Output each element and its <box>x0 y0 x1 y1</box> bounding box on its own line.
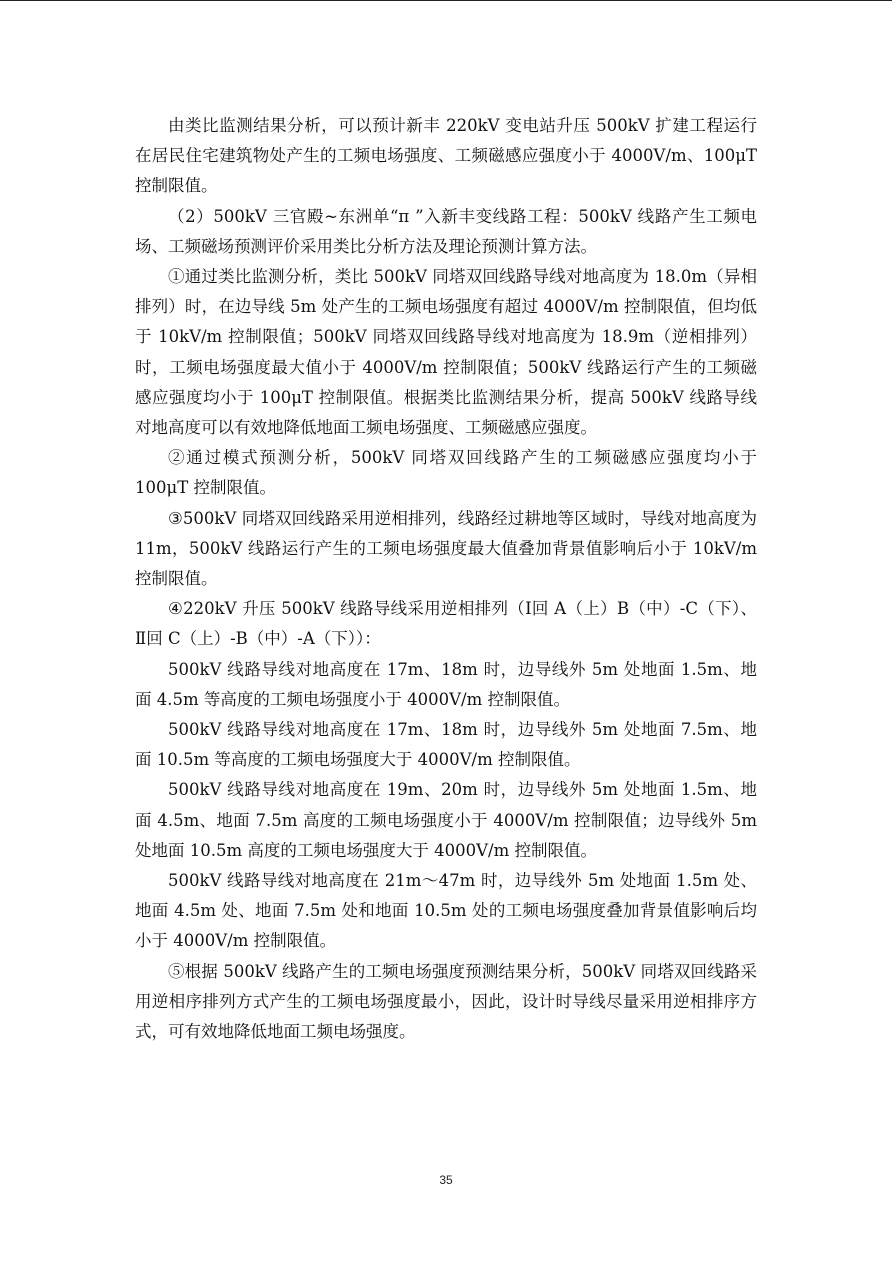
page-number: 35 <box>439 1173 453 1187</box>
paragraph-point-3: ③500kV 同塔双回线路采用逆相排列，线路经过耕地等区域时，导线对地高度为 11m，500kV 线路运行产生的工频电场强度最大值叠加背景值影响后小于 10kV/m 控制限值。 <box>135 508 757 589</box>
paragraph-height-17-18-high: 500kV 线路导线对地高度在 17m、18m 时，边导线外 5m 处地面 7.5m、地面 10.5m 等高度的工频电场强度大于 4000V/m 控制限值。 <box>135 720 757 770</box>
paragraph-line-project: （2）500kV 三官殿~东洲单“π ”入新丰变线路工程：500kV 线路产生工频电场、工频磁场预测评价采用类比分析方法及理论预测计算方法。 <box>135 206 757 256</box>
paragraph-point-4: ④220kV 升压 500kV 线路导线采用逆相排列（Ⅰ回 A（上）B（中）-C（下）、Ⅱ回 C（上）-B（中）-A（下））： <box>135 599 757 649</box>
paragraph-height-19-20: 500kV 线路导线对地高度在 19m、20m 时，边导线外 5m 处地面 1.5m、地面 4.5m、地面 7.5m 高度的工频电场强度小于 4000V/m 控制限值；边导线外 5m 处地面 10.5m 高度的工频电场强度大于 4000V/m 控制限值。 <box>135 780 757 860</box>
paragraph-height-21-47: 500kV 线路导线对地高度在 21m～47m 时，边导线外 5m 处地面 1.5m 处、地面 4.5m 处、地面 7.5m 处和地面 10.5m 处的工频电场强度叠加背景值影响后均小于 4000V/m 控制限值。 <box>135 871 757 951</box>
paragraph-height-17-18-low: 500kV 线路导线对地高度在 17m、18m 时，边导线外 5m 处地面 1.5m、地面 4.5m 等高度的工频电场强度小于 4000V/m 控制限值。 <box>135 659 757 709</box>
body-text <box>135 111 757 1047</box>
paragraph-analogy-result: 由类比监测结果分析，可以预计新丰 220kV 变电站升压 500kV 扩建工程运行在居民住宅建筑物处产生的工频电场强度、工频磁感应强度小于 4000V/m、100μT 控制限值。 <box>135 116 757 196</box>
paragraph-point-2: ②通过模式预测分析，500kV 同塔双回线路产生的工频磁感应强度均小于 100μT 控制限值。 <box>135 448 757 498</box>
paragraph-point-5: ⑤根据 500kV 线路产生的工频电场强度预测结果分析，500kV 同塔双回线路采用逆相序排列方式产生的工频电场强度最小，因此，设计时导线尽量采用逆相排序方式，可有效地降低地面工频电场强度。 <box>135 961 757 1042</box>
paragraph-point-1: ①通过类比监测分析，类比 500kV 同塔双回线路导线对地高度为 18.0m（异相排列）时，在边导线 5m 处产生的工频电场强度有超过 4000V/m 控制限值，但均低于 10kV/m 控制限值；500kV 同塔双回线路导线对地高度为 18.9m（逆相排列）时，工频电场强度最大值小于 4000V/m 控制限值；500kV 线路运行产生的工频磁感应强度均小于 100μT 控制限值。根据类比监测结果分析，提高 500kV 线路导线对地高度可以有效地降低地面工频电场强度、工频磁感应强度。 <box>135 267 757 438</box>
